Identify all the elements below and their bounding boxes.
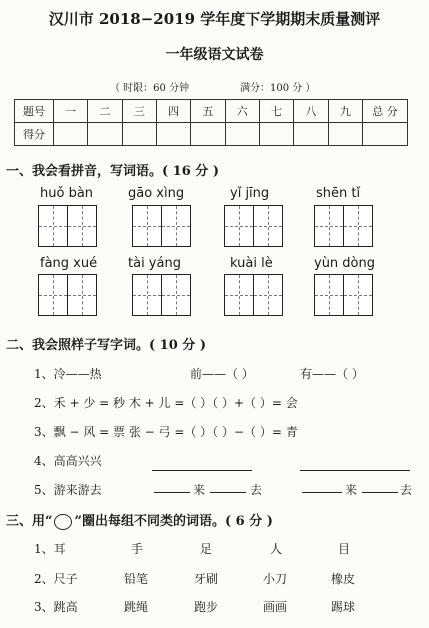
score-cell: 题号 bbox=[15, 100, 54, 123]
section3-heading-end: ”圈出每组不同类的词语。( 6 分 ) bbox=[74, 514, 273, 529]
pinyin-label: kuài lè bbox=[230, 256, 273, 271]
answer-blank[interactable] bbox=[210, 479, 246, 493]
score-input-cell[interactable] bbox=[191, 123, 225, 146]
score-input-cell[interactable] bbox=[294, 123, 328, 146]
exercise-line: 2、禾 + 少 = 秒 木 + 儿 =（ ）（ ）+（ ）= 会 bbox=[34, 396, 298, 410]
word-item[interactable]: 橡皮 bbox=[331, 572, 356, 586]
pinyin-label: huǒ bàn bbox=[40, 186, 94, 201]
score-input-cell[interactable] bbox=[225, 123, 259, 146]
exercise-line: 前——（ ） bbox=[190, 367, 254, 381]
score-cell: 一 bbox=[54, 100, 88, 123]
score-cell: 四 bbox=[156, 100, 190, 123]
word-item[interactable]: 3、跳高 bbox=[34, 600, 78, 614]
circle-icon bbox=[54, 514, 72, 530]
exercise-line: 5、游来游去 bbox=[34, 483, 102, 497]
score-input-cell[interactable] bbox=[363, 123, 408, 146]
section2-heading: 二、我会照样子写字词。( 10 分 ) bbox=[6, 338, 206, 353]
exam-title: 汉川市 2018−2019 学年度下学期期末质量测评 bbox=[48, 10, 381, 28]
word-item[interactable]: 足 bbox=[200, 542, 213, 556]
exam-subtitle: 一年级语文试卷 bbox=[165, 47, 264, 63]
score-cell: 八 bbox=[294, 100, 328, 123]
score-input-cell[interactable] bbox=[54, 123, 88, 146]
word-item[interactable]: 铅笔 bbox=[124, 572, 149, 586]
score-table-header-row bbox=[15, 100, 408, 123]
score-cell: 六 bbox=[225, 100, 259, 123]
score-input-cell[interactable] bbox=[259, 123, 293, 146]
full-score: 满分：100 分 ） bbox=[240, 83, 316, 94]
answer-blank[interactable] bbox=[154, 479, 190, 493]
fill-word: 来 bbox=[193, 483, 206, 497]
writing-grid[interactable] bbox=[38, 274, 97, 316]
exercise-line: 1、冷——热 bbox=[34, 367, 102, 381]
writing-grid[interactable] bbox=[132, 205, 191, 247]
word-item[interactable]: 2、尺子 bbox=[34, 572, 78, 586]
score-row-label: 得分 bbox=[15, 123, 54, 146]
word-item[interactable]: 人 bbox=[270, 542, 283, 556]
score-cell: 九 bbox=[328, 100, 362, 123]
score-input-cell[interactable] bbox=[88, 123, 122, 146]
section3-heading-start: 三、用“ bbox=[6, 514, 53, 529]
fill-word: 去 bbox=[250, 483, 263, 497]
word-item[interactable]: 踢球 bbox=[331, 600, 356, 614]
word-item[interactable]: 画画 bbox=[263, 600, 288, 614]
score-input-cell[interactable] bbox=[156, 123, 190, 146]
word-item[interactable]: 手 bbox=[131, 542, 144, 556]
score-input-cell[interactable] bbox=[328, 123, 362, 146]
word-item[interactable]: 小刀 bbox=[263, 572, 288, 586]
word-item[interactable]: 1、耳 bbox=[34, 542, 66, 556]
pinyin-label: shēn tǐ bbox=[316, 186, 361, 201]
score-cell: 七 bbox=[259, 100, 293, 123]
pinyin-label: gāo xìng bbox=[128, 186, 185, 201]
score-table bbox=[14, 99, 408, 146]
score-input-cell[interactable] bbox=[122, 123, 156, 146]
score-cell: 二 bbox=[88, 100, 122, 123]
answer-blank[interactable] bbox=[302, 479, 342, 493]
word-item[interactable]: 跑步 bbox=[194, 600, 219, 614]
answer-blank[interactable] bbox=[362, 479, 398, 493]
score-cell: 五 bbox=[191, 100, 225, 123]
word-item[interactable]: 目 bbox=[338, 542, 351, 556]
section1-heading: 一、我会看拼音，写词语。( 16 分 ) bbox=[6, 164, 219, 179]
exercise-line: 3、飘 − 风 = 票 张 − 弓 =（ ）（ ）−（ ）= 青 bbox=[34, 425, 298, 439]
pinyin-label: fàng xué bbox=[40, 256, 98, 271]
score-cell: 三 bbox=[122, 100, 156, 123]
writing-grid[interactable] bbox=[314, 205, 373, 247]
exercise-line: 4、高高兴兴 bbox=[34, 454, 102, 468]
answer-blank[interactable] bbox=[152, 452, 252, 471]
word-item[interactable]: 跳绳 bbox=[124, 600, 149, 614]
writing-grid[interactable] bbox=[224, 274, 283, 316]
exercise-line: 有——（ ） bbox=[300, 367, 364, 381]
answer-blank[interactable] bbox=[300, 452, 410, 471]
fill-word: 来 bbox=[345, 483, 358, 497]
fill-word: 去 bbox=[400, 483, 413, 497]
writing-grid[interactable] bbox=[224, 205, 283, 247]
writing-grid[interactable] bbox=[38, 205, 97, 247]
writing-grid[interactable] bbox=[314, 274, 373, 316]
score-cell: 总 分 bbox=[363, 100, 408, 123]
writing-grid[interactable] bbox=[132, 274, 191, 316]
section3-heading bbox=[6, 510, 273, 530]
score-table-score-row bbox=[15, 123, 408, 146]
pinyin-label: yǐ jīng bbox=[230, 186, 270, 201]
pinyin-label: tài yáng bbox=[128, 256, 181, 271]
word-item[interactable]: 牙刷 bbox=[194, 572, 219, 586]
time-limit: （ 时限：60 分钟 bbox=[110, 83, 190, 94]
pinyin-label: yùn dòng bbox=[314, 256, 376, 271]
